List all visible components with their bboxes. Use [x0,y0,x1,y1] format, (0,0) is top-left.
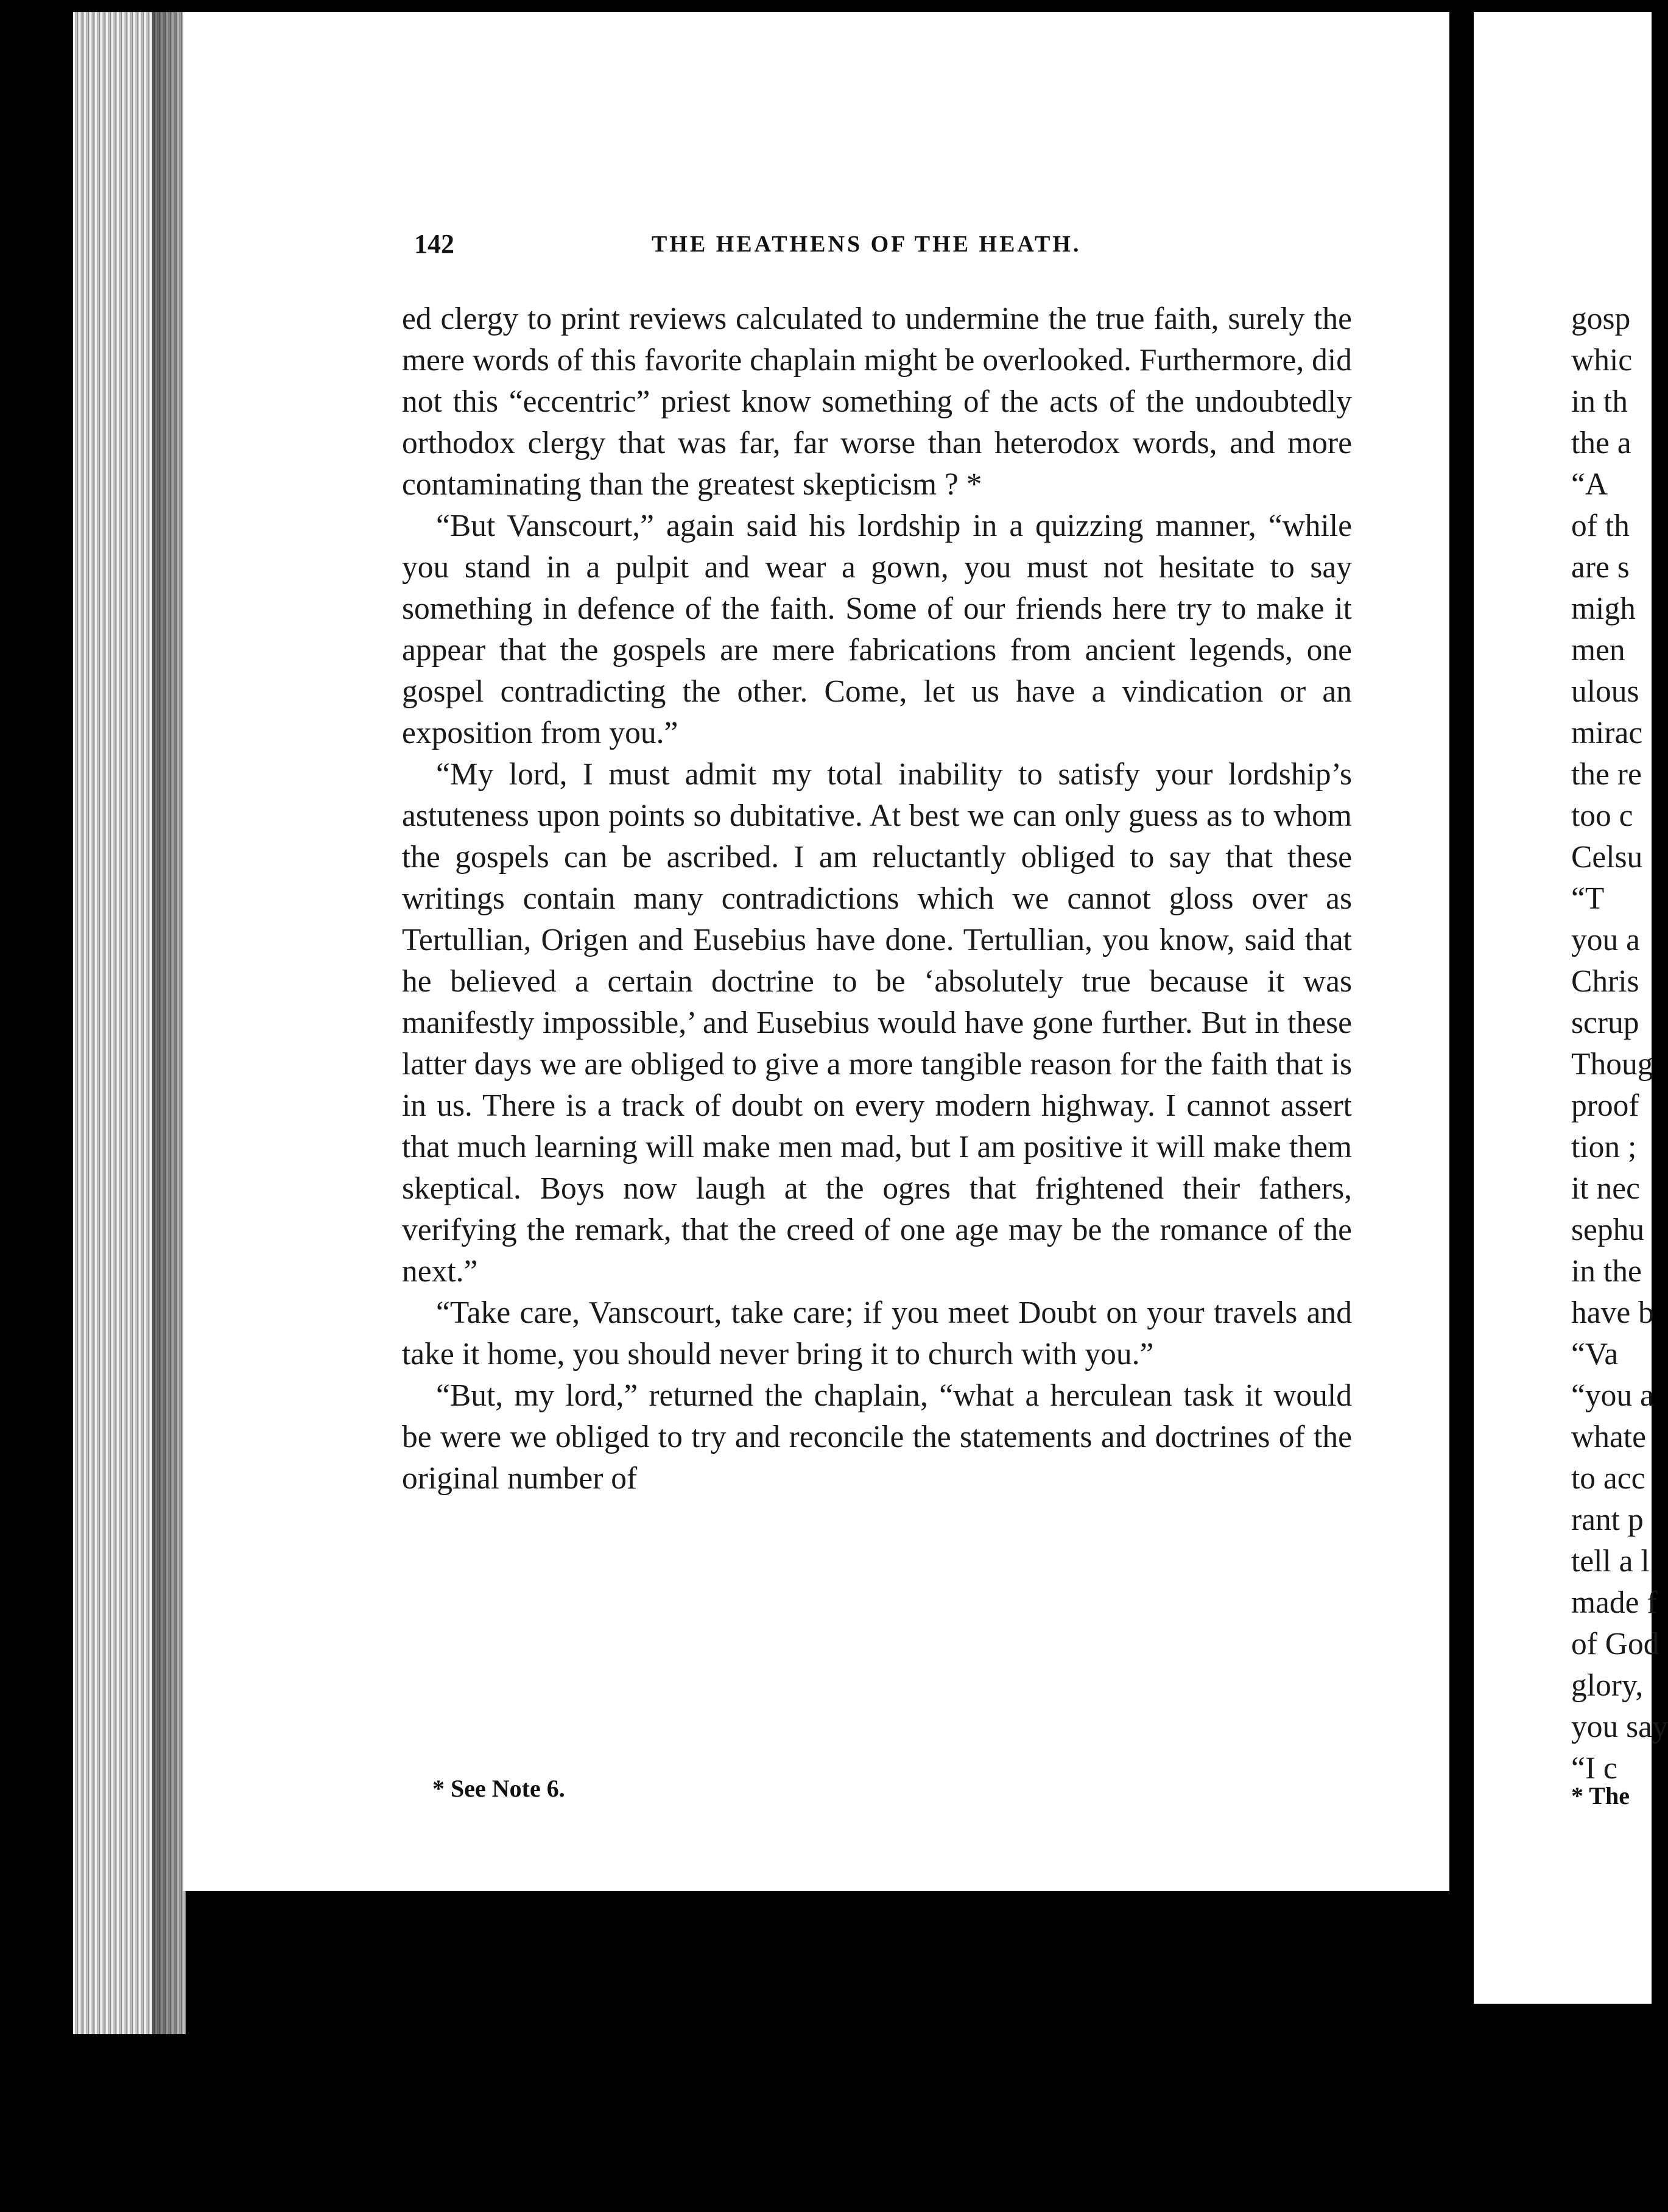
right-page-line: the a [1571,426,1631,460]
right-page-line: in the [1571,1254,1642,1289]
right-page-line: made f [1571,1585,1658,1620]
right-page-line: “Va [1571,1337,1619,1372]
right-page-line: are s [1571,550,1630,585]
bottom-margin [0,2034,1652,2212]
footnote: * See Note 6. [432,1775,565,1802]
right-page-line: “you a [1571,1378,1654,1413]
right-page-line: of th [1571,509,1630,543]
right-page-line: whic [1571,343,1633,378]
right-page-line: tion ; [1571,1130,1637,1164]
page-header [414,228,1449,277]
paragraph: ed clergy to print reviews calculated to undermine the true faith, surely the mere words of this favorite chaplain might be overlooked. Furthermore, did not this “eccentric” priest know something of the acts of the undoubtedly orthodox clergy that was far, far worse than heterodox words, and more contaminating than the greatest skepticism ? * [402,301,1352,502]
right-page-line: gosp [1571,301,1631,336]
right-page-line: whate [1571,1420,1646,1454]
right-page-line: migh [1571,591,1636,626]
paragraph: “Take care, Vanscourt, take care; if you meet Doubt on your travels and take it home, you should never bring it to church with you.” [402,1295,1352,1372]
right-page-line: in th [1571,384,1628,419]
right-page-line: sephu [1571,1213,1645,1247]
right-page-line: too c [1571,798,1633,833]
right-page-line: mirac [1571,716,1643,750]
right-page-line: Celsu [1571,840,1643,875]
right-page-line: rant p [1571,1502,1644,1537]
right-page-line: scrup [1571,1006,1639,1040]
paragraph: “But, my lord,” returned the chaplain, “what a herculean task it would be were we obliged to try and reconcile the statements and doctrines of the original number of [402,1378,1352,1496]
right-page-line: “I c [1571,1751,1617,1786]
right-page-line: you say [1571,1710,1668,1744]
right-page-line: it nec [1571,1171,1640,1206]
right-page-line: ulous [1571,674,1639,709]
right-page-line: “A [1571,467,1608,502]
gutter [1449,0,1474,1918]
right-page-line: have b [1571,1295,1654,1330]
right-page-line: Thoug [1571,1047,1653,1082]
page-number: 142 [414,229,454,259]
right-page-line: of God [1571,1627,1659,1661]
body-text [402,298,1352,1499]
paragraph: “But Vanscourt,” again said his lordship in a quizzing manner, “while you stand in a pulpit and wear a gown, you must not hesitate to say something in defence of the faith. Some of our friends here try to make it appear that the gospels are mere fabrications from ancient legends, one gospel contradicting the other. Come, let us have a vindication or an exposition from you.” [402,509,1352,750]
right-page-footnote: * The [1571,1782,1630,1809]
right-page-text [1571,298,1668,1789]
right-page-line: you a [1571,923,1640,957]
right-page [1474,12,1668,2004]
right-page-line: proof [1571,1088,1639,1123]
right-page-line: men [1571,633,1625,667]
right-page-line: tell a l [1571,1544,1650,1579]
right-page-line: Chris [1571,964,1639,999]
right-page-line: to acc [1571,1461,1645,1496]
paragraph: “My lord, I must admit my total inability to satisfy your lordship’s astuteness upon points so dubitative. At best we can only guess as to whom the gospels can be ascribed. I am reluctantly obliged to say that these writings contain many contradictions which we cannot gloss over as Tertullian, Origen and Eusebius have done. Tertullian, you know, said that he believed a certain doctrine to be ‘absolutely true because it was manifestly impossible,’ and Eusebius would have gone further. But in these latter days we are obliged to give a more tangible reason for the faith that is in us. There is a track of doubt on every modern highway. I cannot assert that much learning will make men mad, but I am positive it will make them skeptical. Boys now laugh at the ogres that frightened their fathers, verifying the remark, that the creed of one age may be the romance of the next.” [402,757,1352,1289]
right-page-line: “T [1571,881,1605,916]
right-page-line: the re [1571,757,1642,792]
right-page-line: glory, [1571,1668,1644,1703]
running-head: THE HEATHENS OF THE HEATH. [652,231,1082,257]
